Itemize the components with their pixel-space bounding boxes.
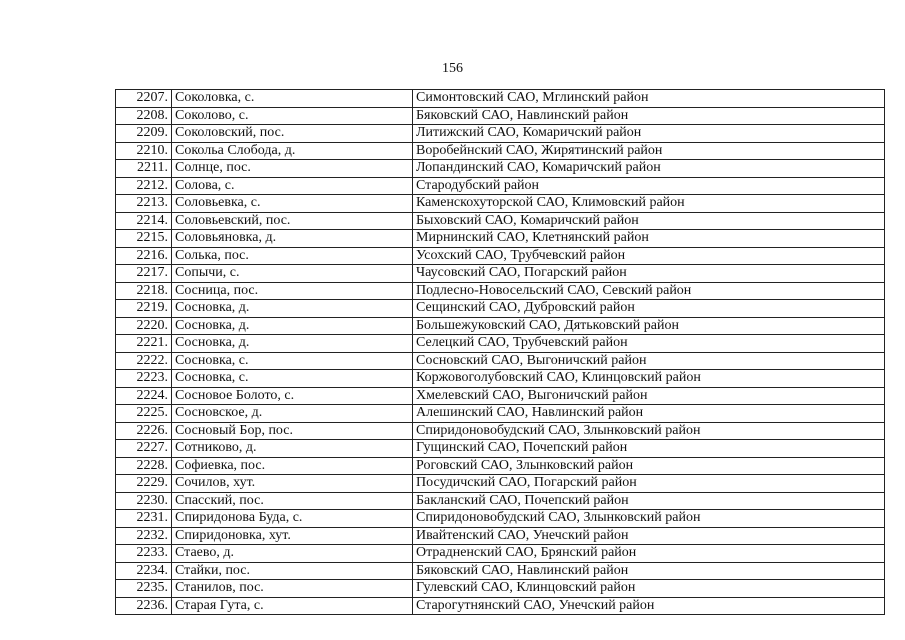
settlement-name: Соловьевка, с. — [172, 195, 413, 213]
table-row — [116, 265, 885, 283]
row-number: 2217. — [116, 265, 172, 283]
administrative-unit: Бакланский САО, Почепский район — [413, 492, 885, 510]
settlement-name: Спасский, пос. — [172, 492, 413, 510]
row-number: 2213. — [116, 195, 172, 213]
administrative-unit: Симонтовский САО, Мглинский район — [413, 90, 885, 108]
row-number: 2214. — [116, 212, 172, 230]
table-row — [116, 492, 885, 510]
settlement-name: Сотниково, д. — [172, 440, 413, 458]
table-row — [116, 510, 885, 528]
row-number: 2222. — [116, 352, 172, 370]
row-number: 2219. — [116, 300, 172, 318]
settlements-table-body — [116, 90, 885, 615]
page-number: 156 — [442, 61, 463, 76]
administrative-unit: Сещинский САО, Дубровский район — [413, 300, 885, 318]
row-number: 2230. — [116, 492, 172, 510]
administrative-unit: Лопандинский САО, Комаричский район — [413, 160, 885, 178]
administrative-unit: Подлесно-Новосельский САО, Севский район — [413, 282, 885, 300]
administrative-unit: Посудичский САО, Погарский район — [413, 475, 885, 493]
row-number: 2215. — [116, 230, 172, 248]
table-row — [116, 212, 885, 230]
row-number: 2209. — [116, 125, 172, 143]
row-number: 2207. — [116, 90, 172, 108]
settlement-name: Сосновый Бор, пос. — [172, 422, 413, 440]
settlement-name: Сосновка, д. — [172, 300, 413, 318]
settlement-name: Соколовский, пос. — [172, 125, 413, 143]
table-row — [116, 457, 885, 475]
administrative-unit: Бяковский САО, Навлинский район — [413, 562, 885, 580]
settlement-name: Солька, пос. — [172, 247, 413, 265]
administrative-unit: Ивайтенский САО, Унечский район — [413, 527, 885, 545]
settlement-name: Сокольа Слобода, д. — [172, 142, 413, 160]
table-row — [116, 370, 885, 388]
row-number: 2220. — [116, 317, 172, 335]
row-number: 2236. — [116, 597, 172, 615]
row-number: 2235. — [116, 580, 172, 598]
settlement-name: Стайки, пос. — [172, 562, 413, 580]
row-number: 2212. — [116, 177, 172, 195]
administrative-unit: Каменскохуторской САО, Климовский район — [413, 195, 885, 213]
settlement-name: Соловьяновка, д. — [172, 230, 413, 248]
table-row — [116, 545, 885, 563]
administrative-unit: Коржовоголубовский САО, Клинцовский район — [413, 370, 885, 388]
row-number: 2233. — [116, 545, 172, 563]
row-number: 2231. — [116, 510, 172, 528]
settlement-name: Солнце, пос. — [172, 160, 413, 178]
row-number: 2227. — [116, 440, 172, 458]
settlement-name: Соловьевский, пос. — [172, 212, 413, 230]
row-number: 2226. — [116, 422, 172, 440]
administrative-unit: Большежуковский САО, Дятьковский район — [413, 317, 885, 335]
administrative-unit: Мирнинский САО, Клетнянский район — [413, 230, 885, 248]
settlement-name: Сосновка, д. — [172, 317, 413, 335]
table-row — [116, 562, 885, 580]
settlement-name: Солова, с. — [172, 177, 413, 195]
settlement-name: Сочилов, хут. — [172, 475, 413, 493]
table-row — [116, 387, 885, 405]
table-row — [116, 125, 885, 143]
administrative-unit: Алешинский САО, Навлинский район — [413, 405, 885, 423]
administrative-unit: Усохский САО, Трубчевский район — [413, 247, 885, 265]
row-number: 2218. — [116, 282, 172, 300]
row-number: 2234. — [116, 562, 172, 580]
settlement-name: Спиридоновка, хут. — [172, 527, 413, 545]
settlement-name: Софиевка, пос. — [172, 457, 413, 475]
table-row — [116, 90, 885, 108]
table-row — [116, 475, 885, 493]
row-number: 2223. — [116, 370, 172, 388]
table-row — [116, 405, 885, 423]
administrative-unit: Спиридоновобудский САО, Злынковский район — [413, 510, 885, 528]
settlement-name: Сосновка, с. — [172, 352, 413, 370]
settlement-name: Сосница, пос. — [172, 282, 413, 300]
settlement-name: Соколовка, с. — [172, 90, 413, 108]
table-row — [116, 422, 885, 440]
table-row — [116, 317, 885, 335]
table-row — [116, 107, 885, 125]
table-row — [116, 282, 885, 300]
table-row — [116, 580, 885, 598]
row-number: 2224. — [116, 387, 172, 405]
settlement-name: Сосновое Болото, с. — [172, 387, 413, 405]
administrative-unit: Чаусовский САО, Погарский район — [413, 265, 885, 283]
row-number: 2221. — [116, 335, 172, 353]
row-number: 2228. — [116, 457, 172, 475]
settlement-name: Станилов, пос. — [172, 580, 413, 598]
administrative-unit: Спиридоновобудский САО, Злынковский район — [413, 422, 885, 440]
administrative-unit: Селецкий САО, Трубчевский район — [413, 335, 885, 353]
administrative-unit: Быховский САО, Комаричский район — [413, 212, 885, 230]
settlement-name: Сосновка, д. — [172, 335, 413, 353]
table-row — [116, 195, 885, 213]
administrative-unit: Роговский САО, Злынковский район — [413, 457, 885, 475]
table-row — [116, 527, 885, 545]
row-number: 2216. — [116, 247, 172, 265]
table-row — [116, 230, 885, 248]
settlement-name: Сопычи, с. — [172, 265, 413, 283]
table-row — [116, 597, 885, 615]
settlements-table — [115, 89, 885, 615]
administrative-unit: Отрадненский САО, Брянский район — [413, 545, 885, 563]
administrative-unit: Гущинский САО, Почепский район — [413, 440, 885, 458]
settlement-name: Сосновское, д. — [172, 405, 413, 423]
administrative-unit: Хмелевский САО, Выгоничский район — [413, 387, 885, 405]
row-number: 2208. — [116, 107, 172, 125]
table-row — [116, 142, 885, 160]
row-number: 2210. — [116, 142, 172, 160]
table-row — [116, 352, 885, 370]
settlement-name: Стаево, д. — [172, 545, 413, 563]
table-row — [116, 440, 885, 458]
row-number: 2211. — [116, 160, 172, 178]
administrative-unit: Бяковский САО, Навлинский район — [413, 107, 885, 125]
administrative-unit: Старогутнянский САО, Унечский район — [413, 597, 885, 615]
row-number: 2229. — [116, 475, 172, 493]
table-row — [116, 300, 885, 318]
table-row — [116, 177, 885, 195]
row-number: 2232. — [116, 527, 172, 545]
administrative-unit: Гулевский САО, Клинцовский район — [413, 580, 885, 598]
administrative-unit: Воробейнский САО, Жирятинский район — [413, 142, 885, 160]
settlement-name: Старая Гута, с. — [172, 597, 413, 615]
administrative-unit: Литижский САО, Комаричский район — [413, 125, 885, 143]
table-row — [116, 160, 885, 178]
administrative-unit: Сосновский САО, Выгоничский район — [413, 352, 885, 370]
row-number: 2225. — [116, 405, 172, 423]
settlement-name: Соколово, с. — [172, 107, 413, 125]
administrative-unit: Стародубский район — [413, 177, 885, 195]
settlement-name: Сосновка, с. — [172, 370, 413, 388]
settlement-name: Спиридонова Буда, с. — [172, 510, 413, 528]
table-row — [116, 247, 885, 265]
table-row — [116, 335, 885, 353]
